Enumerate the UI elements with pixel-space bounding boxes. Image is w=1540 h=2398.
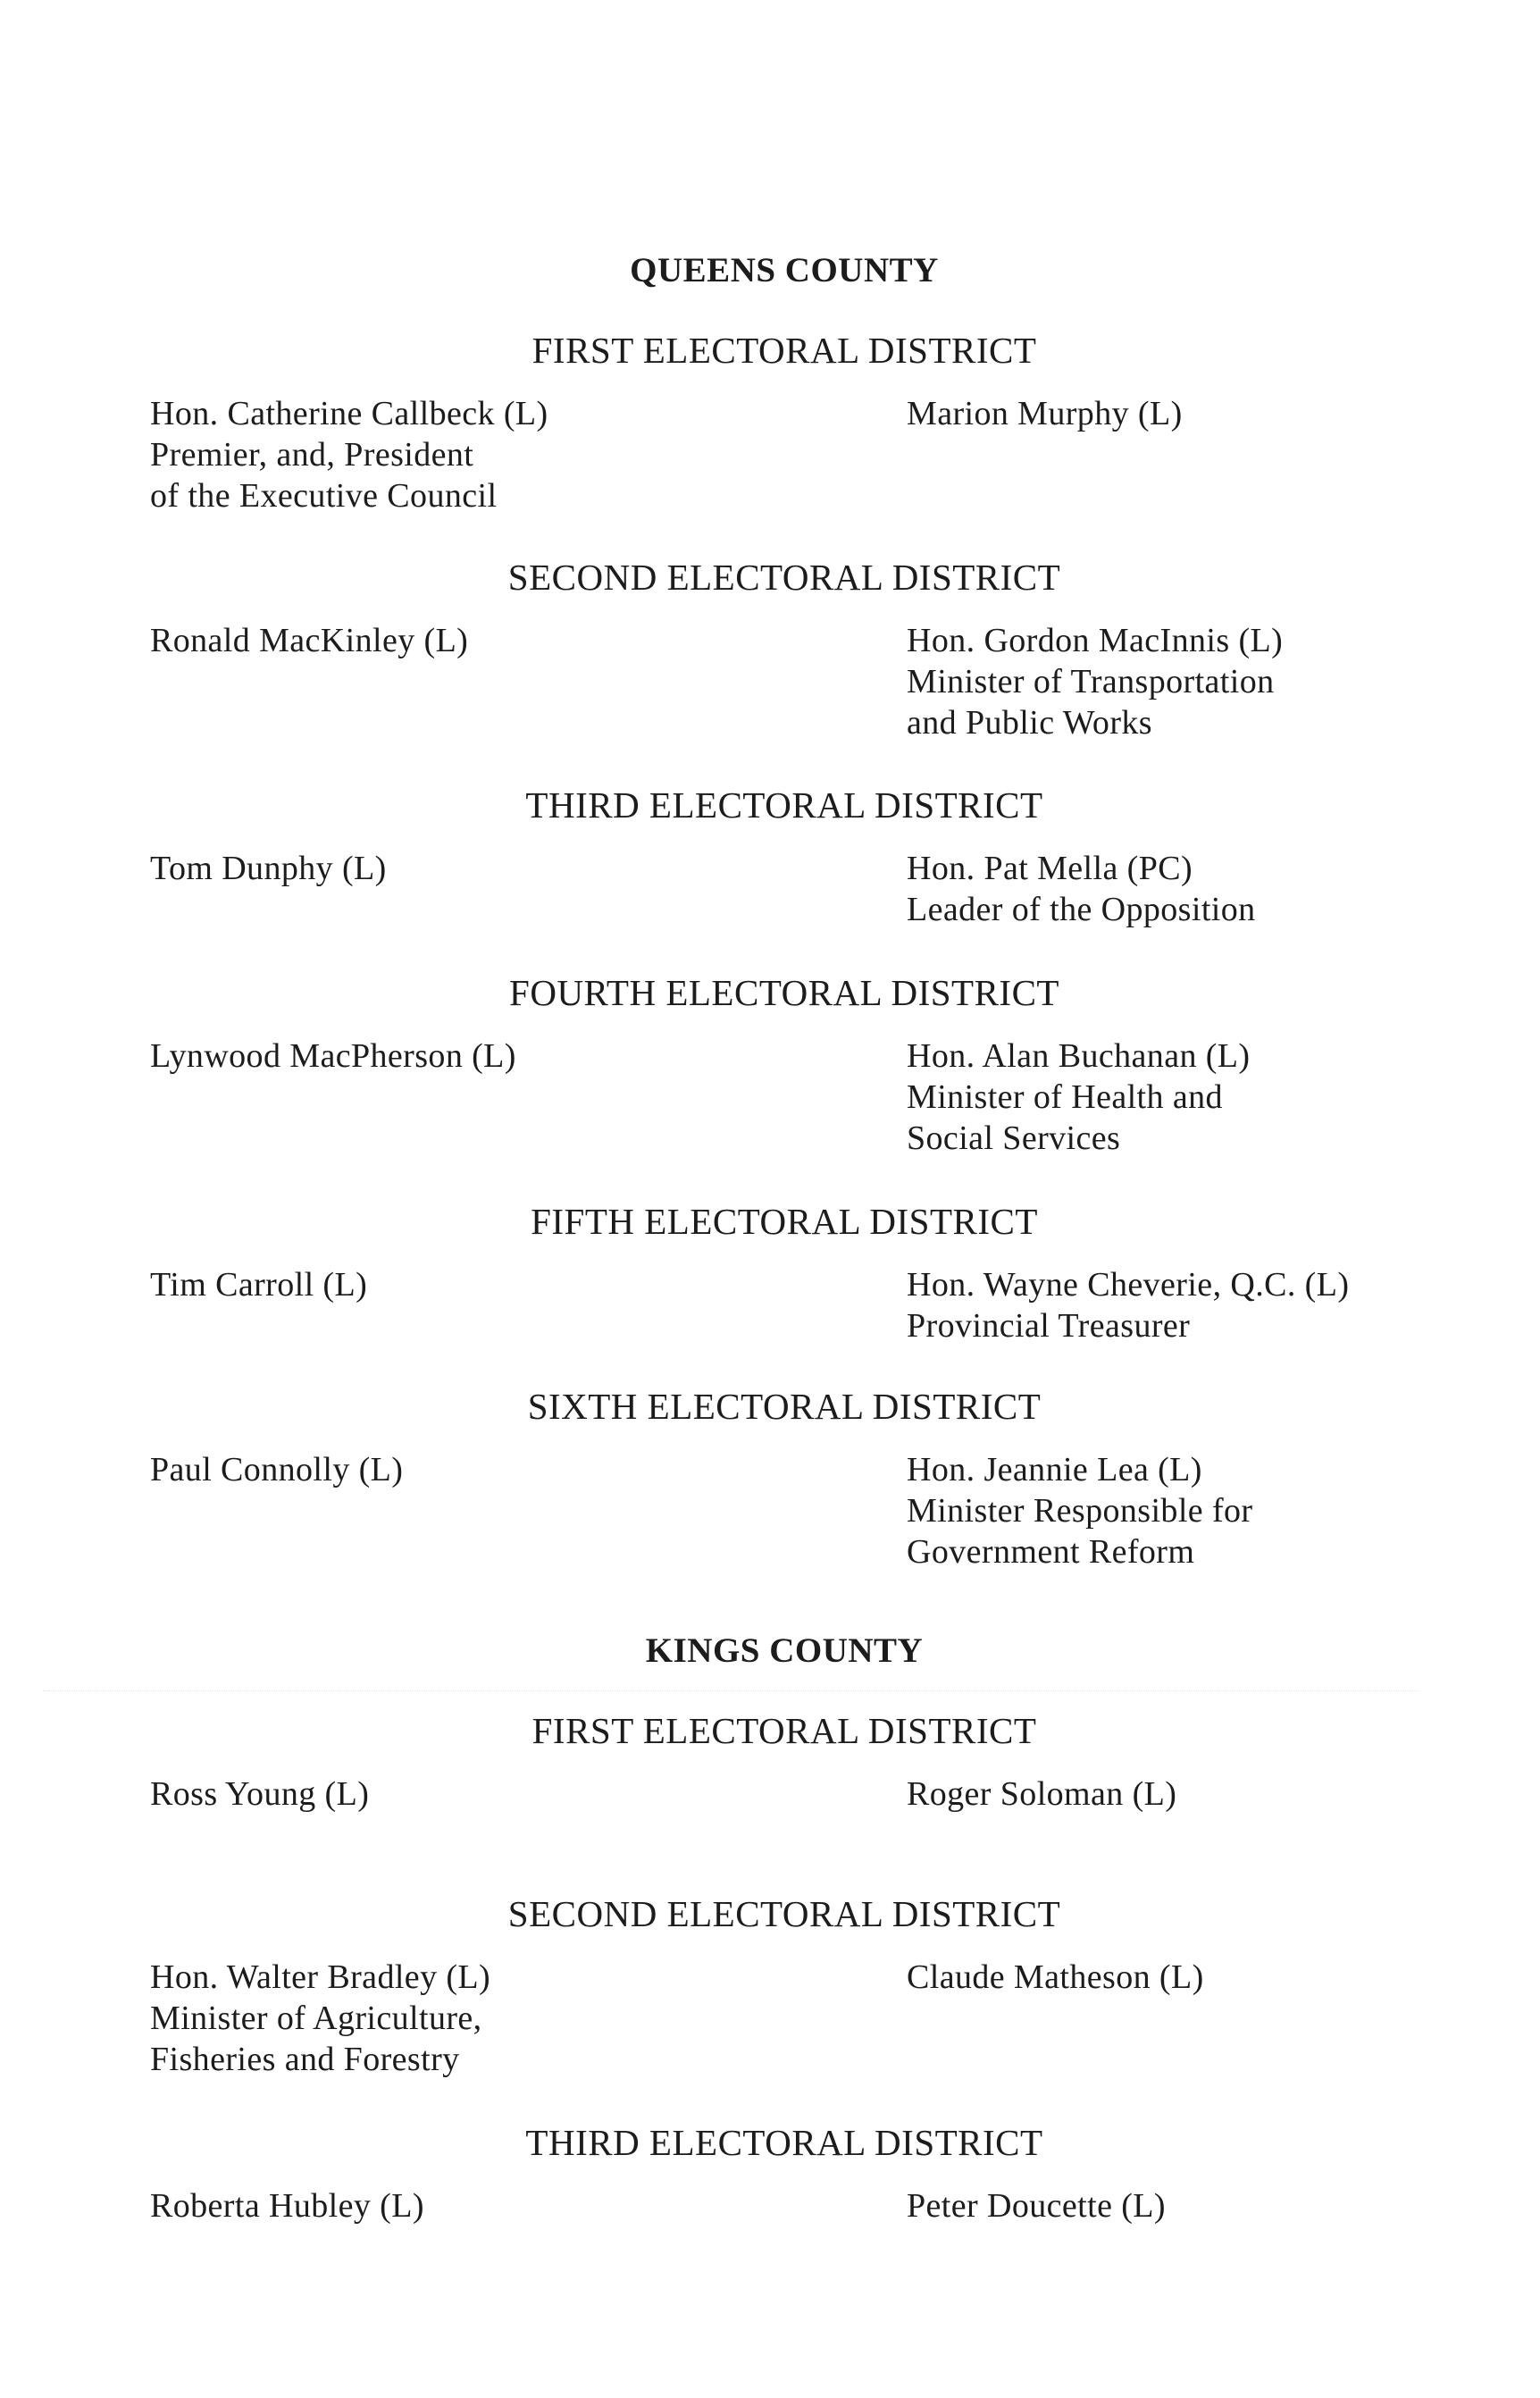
member-role: Minister of Health and xyxy=(907,1078,1223,1116)
member-column-right xyxy=(907,1773,1532,1815)
member-column-right xyxy=(907,620,1532,743)
member-name: Tom Dunphy (L) xyxy=(150,850,387,887)
district-title: THIRD ELECTORAL DISTRICT xyxy=(525,784,1043,826)
district-title: THIRD ELECTORAL DISTRICT xyxy=(525,2122,1043,2163)
member-role: Fisheries and Forestry xyxy=(150,2041,460,2078)
member-column-right xyxy=(907,2185,1532,2226)
member-column-right xyxy=(907,393,1532,434)
district-title: FOURTH ELECTORAL DISTRICT xyxy=(509,972,1059,1013)
member-column-right xyxy=(907,1449,1532,1572)
member-name: Peter Doucette (L) xyxy=(907,2187,1166,2225)
member-role: Minister Responsible for xyxy=(907,1492,1253,1530)
member-name: Hon. Gordon MacInnis (L) xyxy=(907,622,1284,659)
district-title: SECOND ELECTORAL DISTRICT xyxy=(507,1893,1061,1934)
district-title: FIRST ELECTORAL DISTRICT xyxy=(531,1710,1037,1751)
county-heading: QUEENS COUNTY xyxy=(630,251,939,289)
member-role: Government Reform xyxy=(907,1533,1195,1571)
member-column-right xyxy=(907,1264,1532,1346)
district-title: SECOND ELECTORAL DISTRICT xyxy=(507,557,1061,598)
member-name: Hon. Pat Mella (PC) xyxy=(907,850,1193,887)
member-role: Minister of Transportation xyxy=(907,663,1275,700)
county-heading: KINGS COUNTY xyxy=(645,1631,924,1670)
member-column-left xyxy=(150,393,883,516)
member-column-right xyxy=(907,848,1532,930)
member-role: Premier, and, President xyxy=(150,436,474,474)
member-name: Roberta Hubley (L) xyxy=(150,2187,424,2225)
member-name: Lynwood MacPherson (L) xyxy=(150,1037,516,1075)
member-name: Marion Murphy (L) xyxy=(907,395,1183,432)
member-name: Roger Soloman (L) xyxy=(907,1775,1177,1813)
member-name: Ross Young (L) xyxy=(150,1775,370,1813)
member-name: Ronald MacKinley (L) xyxy=(150,622,469,659)
member-name: Hon. Alan Buchanan (L) xyxy=(907,1037,1251,1075)
member-role: Leader of the Opposition xyxy=(907,891,1256,928)
member-column-left xyxy=(150,1264,883,1305)
member-column-left xyxy=(150,1449,883,1490)
member-role: Social Services xyxy=(907,1119,1121,1157)
member-column-left xyxy=(150,2185,883,2226)
member-name: Hon. Catherine Callbeck (L) xyxy=(150,395,548,432)
district-title: FIFTH ELECTORAL DISTRICT xyxy=(531,1201,1038,1242)
member-role: Minister of Agriculture, xyxy=(150,2000,482,2037)
scan-artifact-divider xyxy=(43,1690,1419,1691)
member-column-right xyxy=(907,1957,1532,1998)
member-column-left xyxy=(150,1773,883,1815)
district-title: SIXTH ELECTORAL DISTRICT xyxy=(527,1386,1042,1427)
member-column-right xyxy=(907,1036,1532,1159)
member-name: Hon. Wayne Cheverie, Q.C. (L) xyxy=(907,1266,1350,1304)
member-role: of the Executive Council xyxy=(150,477,498,515)
member-name: Claude Matheson (L) xyxy=(907,1958,1204,1996)
member-column-left xyxy=(150,1036,883,1077)
member-column-left xyxy=(150,848,883,889)
district-title: FIRST ELECTORAL DISTRICT xyxy=(531,330,1037,371)
member-column-left xyxy=(150,1957,883,2080)
member-role: Provincial Treasurer xyxy=(907,1307,1191,1345)
member-name: Hon. Jeannie Lea (L) xyxy=(907,1451,1202,1488)
member-name: Tim Carroll (L) xyxy=(150,1266,368,1304)
member-column-left xyxy=(150,620,883,661)
member-name: Paul Connolly (L) xyxy=(150,1451,404,1488)
member-role: and Public Works xyxy=(907,704,1152,742)
member-name: Hon. Walter Bradley (L) xyxy=(150,1958,491,1996)
